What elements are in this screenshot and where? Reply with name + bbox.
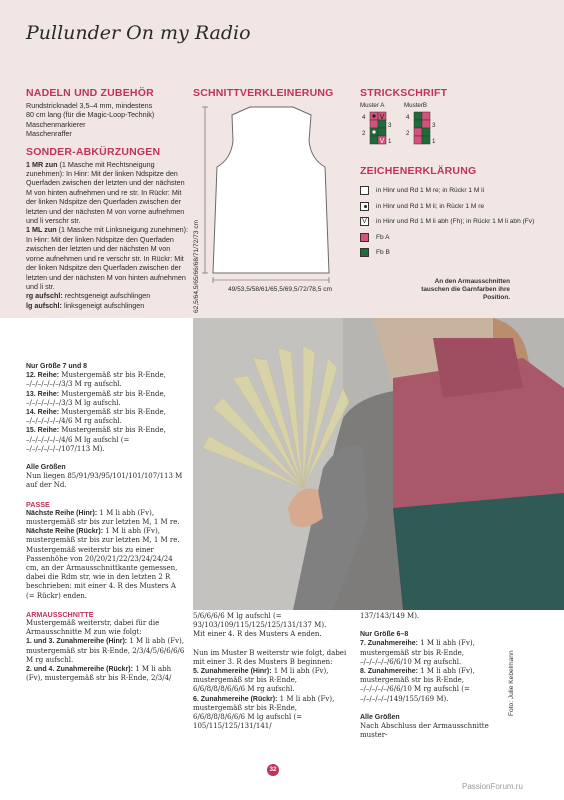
chart-row-3: 3 [388,122,392,129]
paragraph: Nach Abschluss der Armausschnitte muster- [360,722,489,740]
abbr-ml: 1 ML zun (1 Masche mit Linksneigung zunehmen): In Hinr: Mit der linken Ndspitze den Querfaden zwischen der letzten und der nächsten M von vorne aufnehmen und re verschr str. In Rückr: Mit der linken Ndspitze den Querfaden zwischen der letzten und der nächsten M von hinten aufnehmen und li str. [26,225,189,291]
instructions-column-3 [360,612,505,740]
paragraph: Mustergemäß weiterstr bis zu einer Passenhöhe von 20/20/21/22/23/24/24/24 cm, an der Armausschnittkante gemessen, dabei die Rdm str, wie in den letzten 2 R beschrieben: mit einer 4. R des Musters A (= Rückr) enden. [26,545,178,600]
nadeln-line: Maschenmarkierer [26,119,86,129]
page-number: 32 [267,764,279,776]
chart-row-1: 1 [388,138,392,145]
svg-text:V: V [379,138,385,145]
chart-row-2: 2 [406,130,410,137]
stitch-chart-section [360,87,550,145]
nadeln-line: 80 cm lang (für die Magic-Loop-Technik) [26,110,155,120]
materials-column [26,87,190,310]
width-dimension-label: 49/53,5/58/61/65,5/69,5/72/78,5 cm [227,286,333,293]
paragraph: Nun liegen 85/91/93/95/101/101/107/113 M auf der Nd. [26,472,183,490]
row-instruction: 6. Zunahmereihe (Rückr): 1 M li abh (Fv), mustergemäß str bis R-Ende, 6/6/8/8/8/6/6/6 M lg aufschl (= 105/115/125/131/141/ [193,694,335,731]
nadeln-line: Rundstricknadel 3,5–4 mm, mindestens [26,101,153,110]
abbr-rg: rg aufschl: rechtsgeneigt aufschlingen [26,291,151,301]
row-instruction: 1. und 3. Zunahmereihe (Hinr): 1 M li abh (Fv), mustergemäß str bis R-Ende, 2/3/4/5/6/6/6/6 M rg aufschl. [26,637,185,664]
row-instruction: 8. Zunahmereihe: 1 M li abh (Fv), mustergemäß str bis R-Ende, –/–/–/–/–/6/6/10 M rg aufschl (= –/–/–/–/–/149/155/169 M). [360,667,475,703]
row-instruction: 12. Reihe: Mustergemäß str bis R-Ende, –/–/–/–/–/–/3/3 M rg aufschl. [26,371,166,389]
legend-heading: ZEICHENERKLÄRUNG [360,165,477,177]
muster-a-label: Muster A [360,102,385,109]
legend-item: Fb B [360,245,560,261]
instructions-column-2 [193,612,350,731]
schnitt-heading: SCHNITTVERKLEINERUNG [193,87,334,99]
size-heading: Alle Größen [360,713,400,721]
chart-row-4: 4 [406,114,410,121]
vest-schematic [193,103,353,308]
schematic-section [193,87,334,313]
model-photo [193,318,564,610]
slip-v-symbol: V [360,217,369,226]
nadeln-heading: NADELN UND ZUBEHÖR [26,87,154,99]
abbr-lg: lg aufschl: linksgeneigt aufschlingen [26,300,145,310]
muster-b-label: MusterB [404,102,428,109]
row-instruction: 13. Reihe: Mustergemäß str bis R-Ende, –/–/–/–/–/–/3/3 M lg aufschl. [26,389,166,407]
knit-symbol [360,186,369,195]
color-a-swatch [360,233,369,242]
stitch-charts [360,111,450,153]
row-instruction: Nächste Reihe (Hinr): 1 M li abh (Fv), mustergemäß str bis zur letzten M, 1 M re. [26,508,180,527]
purl-dot-symbol [360,202,369,211]
strickschrift-heading: STRICKSCHRIFT [360,87,448,99]
row-instruction: 7. Zunahmereihe: 1 M li abh (Fv), mustergemäß str bis R-Ende, –/–/–/–/–/6/6/10 M rg aufschl. [360,639,475,666]
chart-row-4: 4 [362,114,366,121]
chart-row-3: 3 [432,122,436,129]
instructions-column-1 [26,362,186,684]
legend-item: in Hinr und Rd 1 M li; in Rückr 1 M re [360,199,560,215]
size-heading: Nur Größe 6–8 [360,631,409,639]
section-heading-armausschnitte: ARMAUSSCHNITTE [26,609,94,619]
symbol-legend [360,165,560,261]
paragraph: Nun im Muster B weiterstr wie folgt, dabei mit einer 3. R des Musters B beginnen: [193,648,347,666]
height-dimension-label: 62,5/64,5/65/66/68/71/72/73 cm [193,219,200,313]
row-instruction: 2. und 4. Zunahmereihe (Rückr): 1 M li abh (Fv), mustergemäß str bis R-Ende, 2/3/4/ [26,665,172,683]
paragraph: Mit einer 4. R des Musters A enden. [193,630,322,639]
photo-caption: An den Armausschnitten tauschen die Garnfarben ihre Position. [421,278,510,301]
page-title: Pullunder On my Radio [26,22,251,44]
abbr-mr: 1 MR zun (1 Masche mit Rechtsneigung zunehmen): In Hinr: Mit der linken Ndspitze den Querfaden zwischen der letzten und der nächsten M von hinten aufnehmen und re str. In Rückr: Mit der linken Ndspitze den Querfaden zwischen der letzten und der nächsten M von vorne aufnehmen und li verschr str. [26,159,185,226]
legend-item: Fb A [360,230,560,246]
row-instruction: 15. Reihe: Mustergemäß str bis R-Ende, –/–/–/–/–/–/4/6 M lg aufschl (= –/–/–/–/–/–/107/113 M). [26,426,166,453]
size-heading: Nur Größe 7 und 8 [26,363,88,370]
legend-item: in Hinr und Rd 1 M re; in Rückr 1 M li [360,183,560,199]
legend-item: V in Hinr und Rd 1 M li abh (Fh); in Rückr 1 M li abh (Fv) [360,214,560,230]
section-heading-passe: PASSE [26,499,50,509]
vest-photo-illustration [193,318,564,610]
sonder-heading: SONDER-ABKÜRZUNGEN [26,145,161,158]
size-heading: Alle Größen [26,464,66,472]
chart-row-1: 1 [432,138,436,145]
photo-credit: Foto: Julie Kebelmann [508,650,515,716]
watermark: PassionForum.ru [462,782,523,791]
row-instruction: Nächste Reihe (Rückr): 1 M li abh (Fv), mustergemäß str bis zur letzten M, 1 M re. [26,527,180,545]
row-instruction: 5. Zunahmereihe (Hinr): 1 M li abh (Fv), mustergemäß str bis R-Ende, 6/6/8/8/8/6/6/6 M rg aufschl. [193,667,329,694]
paragraph: 5/6/6/6/6 M lg aufschl (= 93/103/109/115/125/125/131/137 M). [193,612,327,630]
paragraph: 137/143/149 M). [360,612,420,620]
row-instruction: 14. Reihe: Mustergemäß str bis R-Ende, –/–/–/–/–/–/4/6 M rg aufschl. [26,408,166,426]
paragraph: Mustergemäß weiterstr, dabei für die Armausschnitte M zun wie folgt: [26,619,160,637]
color-b-swatch [360,248,369,257]
svg-text:V: V [379,114,385,121]
nadeln-line: Maschenraffer [26,129,72,139]
chart-row-2: 2 [362,130,366,137]
